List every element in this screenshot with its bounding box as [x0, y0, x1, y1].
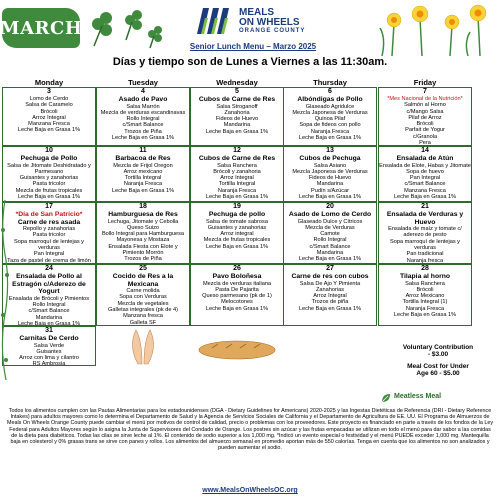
- vine-decoration: [0, 200, 10, 380]
- menu-item: Trozos de Piña: [124, 128, 162, 135]
- day-number: 6: [328, 88, 332, 95]
- menu-item: Mandarina: [316, 250, 344, 257]
- entree-title: *Día de San Patricio*: [15, 211, 83, 218]
- day-number: 11: [139, 147, 147, 154]
- menu-item: Pasta tricolor: [32, 181, 66, 188]
- menu-item: Naranja fresca: [406, 257, 444, 264]
- service-hours-subtitle: Días y tiempo son de Lunes a Viernes a las 11:30am.: [112, 56, 388, 68]
- menu-item: Mezcla de verduras escandinavas: [100, 109, 186, 116]
- day-cell: [283, 202, 377, 264]
- day-cell: [2, 264, 96, 326]
- voluntary-contribution-label: Voluntary Contribution: [402, 344, 474, 351]
- menu-item: Galletas integrales (pk de 4): [108, 307, 178, 314]
- menu-item: Trozos de Piña: [124, 256, 162, 263]
- menu-item: c/Mango Salsa: [406, 108, 444, 115]
- menu-item: Mezcla de vegetales: [117, 300, 169, 307]
- hands-illustration-cell: [96, 326, 190, 366]
- entree-title: Ensalada de Atún: [396, 155, 454, 162]
- menu-item: Lechuga, Jitomate y Cebolla: [107, 218, 179, 225]
- month-banner-text: MARCH: [0, 17, 83, 39]
- weekday-header-friday: Friday: [413, 78, 437, 87]
- menu-item: Leche Baja en Grasa 1%: [298, 194, 362, 201]
- day-cell: [2, 146, 96, 202]
- entree-title: Hamburguesa de Res: [108, 211, 178, 218]
- menu-item: Mezcla de verduras italiana: [202, 280, 272, 287]
- menu-item: Naranja Fresca: [405, 305, 445, 312]
- menu-item: Salsa Stroganoff: [216, 103, 258, 110]
- menu-item: c/Granola: [412, 133, 438, 140]
- menu-item: RS Ambrosia: [32, 361, 66, 366]
- entree-title: Pechuga de Pollo: [20, 155, 78, 162]
- menu-item: Sopa con Verduras: [119, 294, 167, 301]
- meal-cost-label: Meal Cost for Under: [407, 363, 469, 370]
- menu-item: Tortilla Integral: [218, 181, 256, 188]
- menu-item: Leche Baja en Grasa 1%: [17, 194, 81, 201]
- menu-item: Quinoa Pilaf: [314, 116, 346, 123]
- menu-item: Repollo y zanahorias: [22, 226, 76, 233]
- menu-item: Leche Baja en Grasa 1%: [111, 187, 175, 194]
- day-number: 14: [421, 147, 429, 154]
- leaf-icon: [380, 392, 392, 404]
- menu-item: Leche Baja en Grasa 1%: [393, 312, 457, 319]
- menu-item: Arroz integral: [220, 231, 254, 238]
- menu-item: Fideos de Huevo: [308, 175, 352, 182]
- menu-item: Ensalada de maíz y tomate c/ aderezo de pesto: [388, 226, 462, 239]
- day-number: 13: [326, 147, 334, 154]
- menu-item: Parfait de Yogur: [405, 127, 445, 134]
- menu-item: c/Smart Balance: [404, 181, 446, 188]
- menu-item: Mezcla de frutas tropicales: [203, 237, 271, 244]
- day-number: 4: [141, 88, 145, 95]
- meals-on-wheels-logo: [195, 6, 315, 38]
- menu-item: Mezcla Japonesa de Verduras: [292, 168, 368, 175]
- menu-item: Naranja Fresca: [310, 128, 350, 135]
- menu-item: Queso parmesano (pk de 1): [202, 293, 272, 300]
- menu-item: Sopa marroquí de lentejas y verduras: [390, 238, 460, 252]
- day-cell: [2, 326, 96, 366]
- menu-item: Arroz Mexicano: [405, 293, 445, 300]
- weekday-header-thursday: Thursday: [313, 78, 347, 87]
- menu-item: Salsa Asiano: [313, 162, 347, 169]
- day-cell: [2, 87, 96, 146]
- day-cell: [378, 202, 472, 264]
- menu-item: Rollo Integral: [126, 116, 160, 123]
- menu-item: Pan tradicional: [406, 251, 444, 258]
- menu-item: Leche Baja en Grasa 1%: [205, 243, 269, 250]
- day-cell: [190, 264, 284, 326]
- website-link[interactable]: www.MealsOnWheelsOC.org: [202, 487, 298, 494]
- praying-hands-icon: [98, 326, 188, 366]
- menu-item: Salsa de Jitomate Deshidratado y Parmesano: [7, 162, 91, 175]
- voluntary-contribution-amount: - $3.00: [427, 351, 449, 358]
- logo-text-on-wheels: ON WHEELS: [239, 17, 300, 28]
- day-cell: [96, 202, 190, 264]
- menu-item: Pudín s/Azúcar: [311, 187, 349, 194]
- menu-item: Brócoli y zanahoria: [213, 168, 261, 175]
- menu-title: Senior Lunch Menu – Marzo 2025: [189, 42, 317, 51]
- menu-item: Sopa marroquí de lentejas y verduras: [14, 238, 84, 252]
- menu-item: Galleta SF: [129, 319, 157, 326]
- entree-title: Ensalada de Pollo al Estragón c/Aderezo de Yogurt: [12, 273, 86, 296]
- nutrition-disclaimer: Todos los alimentos cumplen con las Pautas Alimentarias para los estadounidenses (DGA - Dietary Guidelines for Americans) 2020-2025 y las Ingestas Dietéticas de Referencia (DRI - Dietary Reference Intakes) para adultos mayores como lo determina el Departamento de Salud y la Agencia de Servicios Sociales de California y el Departamento de Agricultura de EE. UU. El Programa de Almuerzos de Meals On Wheels Orange County puede cambiar el menú por motivos de control de calidad, precio o problemas con los proveedores. Este proyecto es financiado en parte a través de los fondos de la Ley Federal para Adultos Mayores según lo asigna la Junta de Supervisores del Condado de Orange. Los postres sin azúcar y las frutas empacadas se utilizan en todo el menú para dar sabor a las comidas de la dieta para diabéticos. Todas las cilas se sirve leche al 1%. El contenido de sodio superior a los 1,000 mg. *Indicó un evento especial o festividad y el menú PUEDE exceder 1,000 mg. Mantequilla baja en colesterol y 0% grasas trans se sirve con panes y rollos. Los alimentos del almuerzo semanal en promedio aportan más de 550 calorías. Tenga en cuenta que los alimentos no son analizados y pueden aumentar el sodio.: [6, 408, 494, 452]
- entree-title: Albóndigas de Pollo: [297, 96, 363, 103]
- menu-item: Pasta tricolor: [32, 232, 66, 239]
- menu-item: Pan Integral: [33, 251, 65, 258]
- entree-title: Pechuga de pollo: [208, 211, 266, 218]
- menu-item: Leche Baja en Grasa 1%: [111, 135, 175, 142]
- menu-item: Pera: [419, 140, 431, 146]
- menu-item: Carne molida: [126, 288, 160, 295]
- entree-title: Tilapia al horno: [399, 273, 451, 280]
- day-cell: [190, 146, 284, 202]
- menu-item: Glaseado Dulce y Cítricos: [297, 218, 363, 225]
- menu-item: Tortilla Integral: [124, 175, 162, 182]
- weekday-header-monday: Monday: [34, 78, 64, 87]
- menu-item: Salsa Ranchera: [217, 162, 257, 169]
- menu-item: Pasta De Pajarita: [215, 286, 259, 293]
- menu-item: Ensalada de Brócoli y Pimientos: [8, 295, 90, 302]
- day-cell: [378, 146, 472, 202]
- menu-item: Arroz Integral: [32, 114, 66, 121]
- menu-item: Fideos de Huevo: [215, 116, 259, 123]
- menu-item: Brócoli: [416, 121, 434, 128]
- logo-text-meals: MEALS: [239, 7, 274, 18]
- menu-item: Queso Suizo: [126, 224, 160, 231]
- day-cell: [283, 264, 377, 326]
- header: [0, 0, 500, 56]
- day-number: 7: [423, 88, 427, 95]
- day-cell: [190, 87, 284, 146]
- menu-item: Zanahoria: [224, 109, 250, 116]
- menu-item: Salsa de Caramelo: [25, 102, 73, 109]
- menu-item: Brócoli: [416, 286, 434, 293]
- menu-item: Guisantes y zanahorias: [19, 175, 79, 182]
- menu-item: Salsa De Ajo Y Pimienta: [299, 280, 361, 287]
- day-cell: [378, 87, 472, 146]
- menu-item: Lomo de Cerdo: [29, 96, 69, 102]
- menu-item: Guisantes y zanahorias: [207, 224, 267, 231]
- day-cell: [378, 264, 472, 326]
- month-banner: [0, 8, 83, 48]
- menu-item: c/Smart Balance: [28, 308, 70, 315]
- menu-item: Leche Baja en Grasa 1%: [17, 320, 81, 326]
- day-cell: [96, 264, 190, 326]
- menu-item: Mandarina: [35, 314, 63, 321]
- day-number: 20: [326, 203, 334, 210]
- menu-item: Leche Baja en Grasa 1%: [298, 135, 362, 142]
- day-cell: [190, 202, 284, 264]
- special-note: *Mes Nacional de la Nutrición*: [387, 96, 463, 102]
- day-cell: [96, 146, 190, 202]
- menu-item: Leche Baja en Grasa 1%: [205, 128, 269, 135]
- menu-item: c/Smart Balance: [122, 122, 164, 129]
- menu-item: Mandarina: [223, 122, 251, 129]
- day-number: 21: [421, 203, 429, 210]
- bread-loaf-icon: [192, 326, 282, 366]
- day-number: 26: [233, 265, 241, 272]
- meatless-meal-label: Meatless Meal: [394, 393, 442, 400]
- day-cell: [2, 202, 96, 264]
- day-number: 17: [45, 203, 53, 210]
- menu-item: Leche Baja en Grasa 1%: [298, 305, 362, 312]
- day-cell: [96, 87, 190, 146]
- menu-item: Taza de pastel de crema de limón: [7, 257, 91, 264]
- meal-cost-amount: Age 60 - $5.00: [416, 370, 460, 377]
- daffodil-decoration: [372, 2, 498, 56]
- menu-item: Melocotones: [221, 299, 253, 306]
- entree-subtitle: Carne de res asada: [17, 218, 81, 226]
- day-cell: [283, 146, 377, 202]
- entree-title: Asado de Lomo de Cerdo: [288, 211, 372, 218]
- entree-title: Barbacoa de Res: [115, 155, 171, 162]
- menu-item: Leche Baja en Grasa 1%: [17, 127, 81, 134]
- menu-item: Camote: [320, 231, 340, 238]
- menu-item: Ensalada de Elote, Habas y Jitomate: [379, 162, 471, 169]
- menu-item: Pan Integral: [409, 175, 441, 182]
- menu-item: Salsa Verde: [33, 342, 65, 349]
- menu-item: Mezcla de Frijol Oregon: [113, 162, 173, 169]
- menu-item: Mezcla de Verduras: [305, 224, 355, 231]
- menu-item: Arroz Integral: [220, 175, 254, 182]
- day-number: 5: [235, 88, 239, 95]
- menu-item: Mezcla Japonesa de Verduras: [292, 109, 368, 116]
- menu-item: Glaseado Agridulce: [305, 103, 355, 110]
- entree-title: Carnitas De Cerdo: [19, 335, 79, 342]
- menu-item: Arroz Integral: [313, 293, 347, 300]
- menu-item: Leche Baja en Grasa 1%: [393, 194, 457, 201]
- entree-title: Pavo Boloñesa: [212, 273, 262, 280]
- day-number: 25: [139, 265, 147, 272]
- menu-item: Rollo Integral: [32, 302, 66, 309]
- menu-item: Leche Baja en Grasa 1%: [298, 256, 362, 263]
- menu-item: Mayonesa y Mostaza: [116, 237, 170, 244]
- day-number: 27: [326, 265, 334, 272]
- menu-item: Pilaf de Arroz: [408, 114, 442, 121]
- entree-title: Cubos de Carne de Res: [198, 96, 276, 103]
- menu-item: Manzana fresca: [123, 313, 163, 320]
- day-number: 3: [47, 88, 51, 95]
- menu-item: c/Smart Balance: [309, 243, 351, 250]
- menu-item: Tortilla Integral (1): [402, 299, 448, 306]
- menu-item: Manzana Fresca: [404, 187, 446, 194]
- day-number: 19: [233, 203, 241, 210]
- menu-item: Salsa Ranchera: [405, 280, 445, 287]
- entree-title: Asado de Pavo: [118, 96, 168, 103]
- entree-title: Ensalada de Verduras y Huevo: [386, 211, 464, 226]
- menu-item: Rollo Integral: [313, 237, 347, 244]
- menu-item: Manzana Fresca: [28, 121, 70, 128]
- day-number: 10: [45, 147, 53, 154]
- menu-item: Salmón al Horno: [404, 102, 446, 109]
- menu-item: Mandarina: [316, 181, 344, 188]
- menu-item: Leche Baja en Grasa 1%: [205, 305, 269, 312]
- day-number: 18: [139, 203, 147, 210]
- menu-item: Naranja Fresca: [217, 187, 257, 194]
- menu-item: Sopa de huevo: [406, 168, 444, 175]
- menu-item: Bollo Integral para Hamburguesa: [101, 231, 185, 238]
- menu-item: Guisantes: [36, 348, 62, 355]
- menu-item: Trozos de piña: [311, 299, 349, 306]
- entree-title: Cocido de Res a la Mexicana: [112, 273, 174, 288]
- menu-item: Zanahorias: [316, 286, 344, 293]
- day-number: 12: [233, 147, 241, 154]
- day-number: 31: [45, 327, 53, 334]
- day-number: 24: [45, 265, 53, 272]
- weekday-header-wednesday: Wednesday: [216, 78, 258, 87]
- entree-title: Cubos de Pechuga: [299, 155, 361, 162]
- menu-item: Sopa de fideos con pollo: [299, 122, 361, 129]
- menu-item: Naranja Fresca: [123, 181, 163, 188]
- day-number: 28: [421, 265, 429, 272]
- meatless-legend: [376, 392, 496, 404]
- menu-item: Salsa Marrón: [126, 103, 160, 110]
- logo-text-orange-county: ORANGE COUNTY: [239, 28, 306, 34]
- menu-item: Brócoli: [40, 108, 58, 115]
- menu-item: Mezcla de frutas tropicales: [15, 187, 83, 194]
- logo-mark-icon: [195, 6, 237, 36]
- shamrock-decoration: [80, 4, 170, 54]
- menu-item: Arroz mexicano: [123, 168, 163, 175]
- menu-item: Salsa de tomate sabrosa: [206, 218, 268, 225]
- weekday-header-tuesday: Tuesday: [128, 78, 158, 87]
- menu-item: Arroz con lima y cilantro: [19, 355, 79, 362]
- entree-title: Carne de res con cubos: [291, 273, 369, 280]
- menu-item: Ensalada Fiesta con Elote y Pimiento Morrón: [108, 243, 178, 257]
- entree-title: Cubos de Carne de Res: [198, 155, 276, 162]
- day-cell: [283, 87, 377, 146]
- bread-illustration-cell: [190, 326, 284, 366]
- menu-item: Leche Baja en Grasa 1%: [205, 194, 269, 201]
